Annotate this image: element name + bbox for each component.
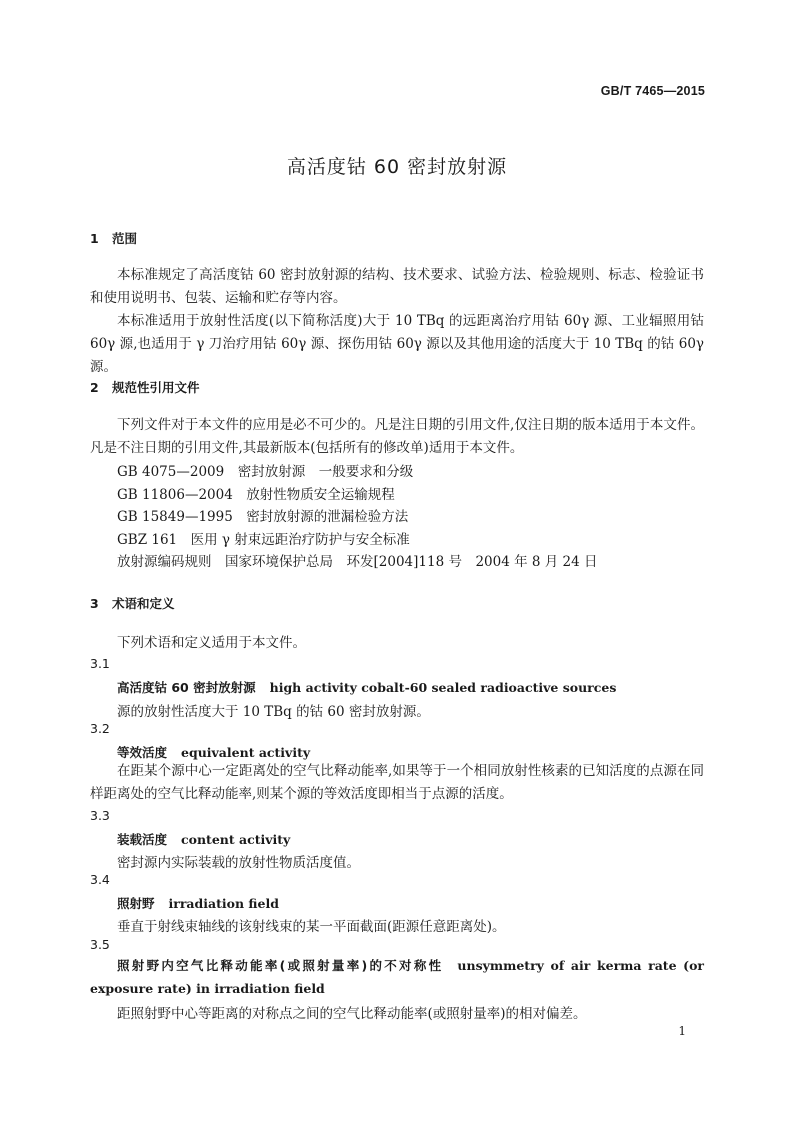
term-en: high activity cobalt-60 sealed radioactive sources xyxy=(269,680,617,695)
term-zh: 照射野内空气比释动能率(或照射量率)的不对称性 xyxy=(117,958,444,973)
term-en: content activity xyxy=(181,832,291,847)
term-definition: 垂直于射线束轴线的该射线束的某一平面截面(距源任意距离处)。 xyxy=(117,919,506,935)
scope-paragraph-1: 本标准规定了高活度钴 60 密封放射源的结构、技术要求、试验方法、检验规则、标志、检验证书和使用说明书、包装、运输和贮存等内容。 xyxy=(90,267,704,306)
term-number: 3.2 xyxy=(90,721,110,736)
term-en: irradiation field xyxy=(168,896,279,911)
section-number: 2 xyxy=(90,380,99,395)
term-definition: 源的放射性活度大于 10 TBq 的钴 60 密封放射源。 xyxy=(117,704,430,720)
references-intro: 下列文件对于本文件的应用是必不可少的。凡是注日期的引用文件,仅注日期的版本适用于本文件。凡是不注日期的引用文件,其最新版本(包括所有的修改单)适用于本文件。 xyxy=(90,417,704,456)
terms-intro: 下列术语和定义适用于本文件。 xyxy=(117,635,306,651)
term-number: 3.5 xyxy=(90,937,110,952)
section-title: 术语和定义 xyxy=(112,596,175,611)
page-number: 1 xyxy=(678,1024,686,1038)
document-title: 高活度钴 60 密封放射源 xyxy=(286,156,508,178)
reference-item: GBZ 161 医用 γ 射束远距治疗防护与安全标准 xyxy=(117,532,410,548)
term-definition: 距照射野中心等距离的对称点之间的空气比释动能率(或照射量率)的相对偏差。 xyxy=(117,1006,587,1022)
section-heading-references xyxy=(90,378,200,396)
term-definition: 在距某个源中心一定距离处的空气比释动能率,如果等于一个相同放射性核素的已知活度的点源在同样距离处的空气比释动能率,则某个源的等效活度即相当于点源的活度。 xyxy=(90,763,704,802)
section-heading-scope xyxy=(90,229,137,247)
section-heading-terms xyxy=(90,594,175,612)
reference-item: GB 15849—1995 密封放射源的泄漏检验方法 xyxy=(117,509,409,525)
term-number: 3.3 xyxy=(90,808,110,823)
term-heading xyxy=(117,894,279,912)
term-heading xyxy=(117,678,616,696)
reference-item: GB 4075—2009 密封放射源 一般要求和分级 xyxy=(117,464,414,480)
term-zh: 照射野 xyxy=(117,896,155,911)
term-zh: 装载活度 xyxy=(117,832,168,847)
term-heading xyxy=(117,743,310,761)
scope-paragraph-2: 本标准适用于放射性活度(以下简称活度)大于 10 TBq 的远距离治疗用钴 60γ 源、工业辐照用钴 60γ 源,也适用于 γ 刀治疗用钴 60γ 源、探伤用钴 60γ 源以及其他用途的活度大于 10 TBq 的钴 60γ 源。 xyxy=(90,313,704,375)
section-number: 1 xyxy=(90,231,99,246)
reference-item: 放射源编码规则 国家环境保护总局 环发[2004]118 号 2004 年 8 月 24 日 xyxy=(117,554,598,570)
section-title: 规范性引用文件 xyxy=(112,380,200,395)
reference-item: GB 11806—2004 放射性物质安全运输规程 xyxy=(117,487,395,503)
term-number: 3.4 xyxy=(90,872,110,887)
term-en: unsymmetry of air kerma rate (or exposure rate) in irradiation field xyxy=(90,958,704,996)
term-heading xyxy=(90,954,704,1000)
standard-code: GB/T 7465—2015 xyxy=(600,84,705,98)
term-heading xyxy=(117,830,290,848)
section-number: 3 xyxy=(90,596,99,611)
term-en: equivalent activity xyxy=(181,745,311,760)
term-zh: 高活度钴 60 密封放射源 xyxy=(117,680,256,695)
term-zh: 等效活度 xyxy=(117,745,168,760)
term-number: 3.1 xyxy=(90,656,110,671)
section-title: 范围 xyxy=(112,231,138,246)
term-definition: 密封源内实际装载的放射性物质活度值。 xyxy=(117,855,360,871)
